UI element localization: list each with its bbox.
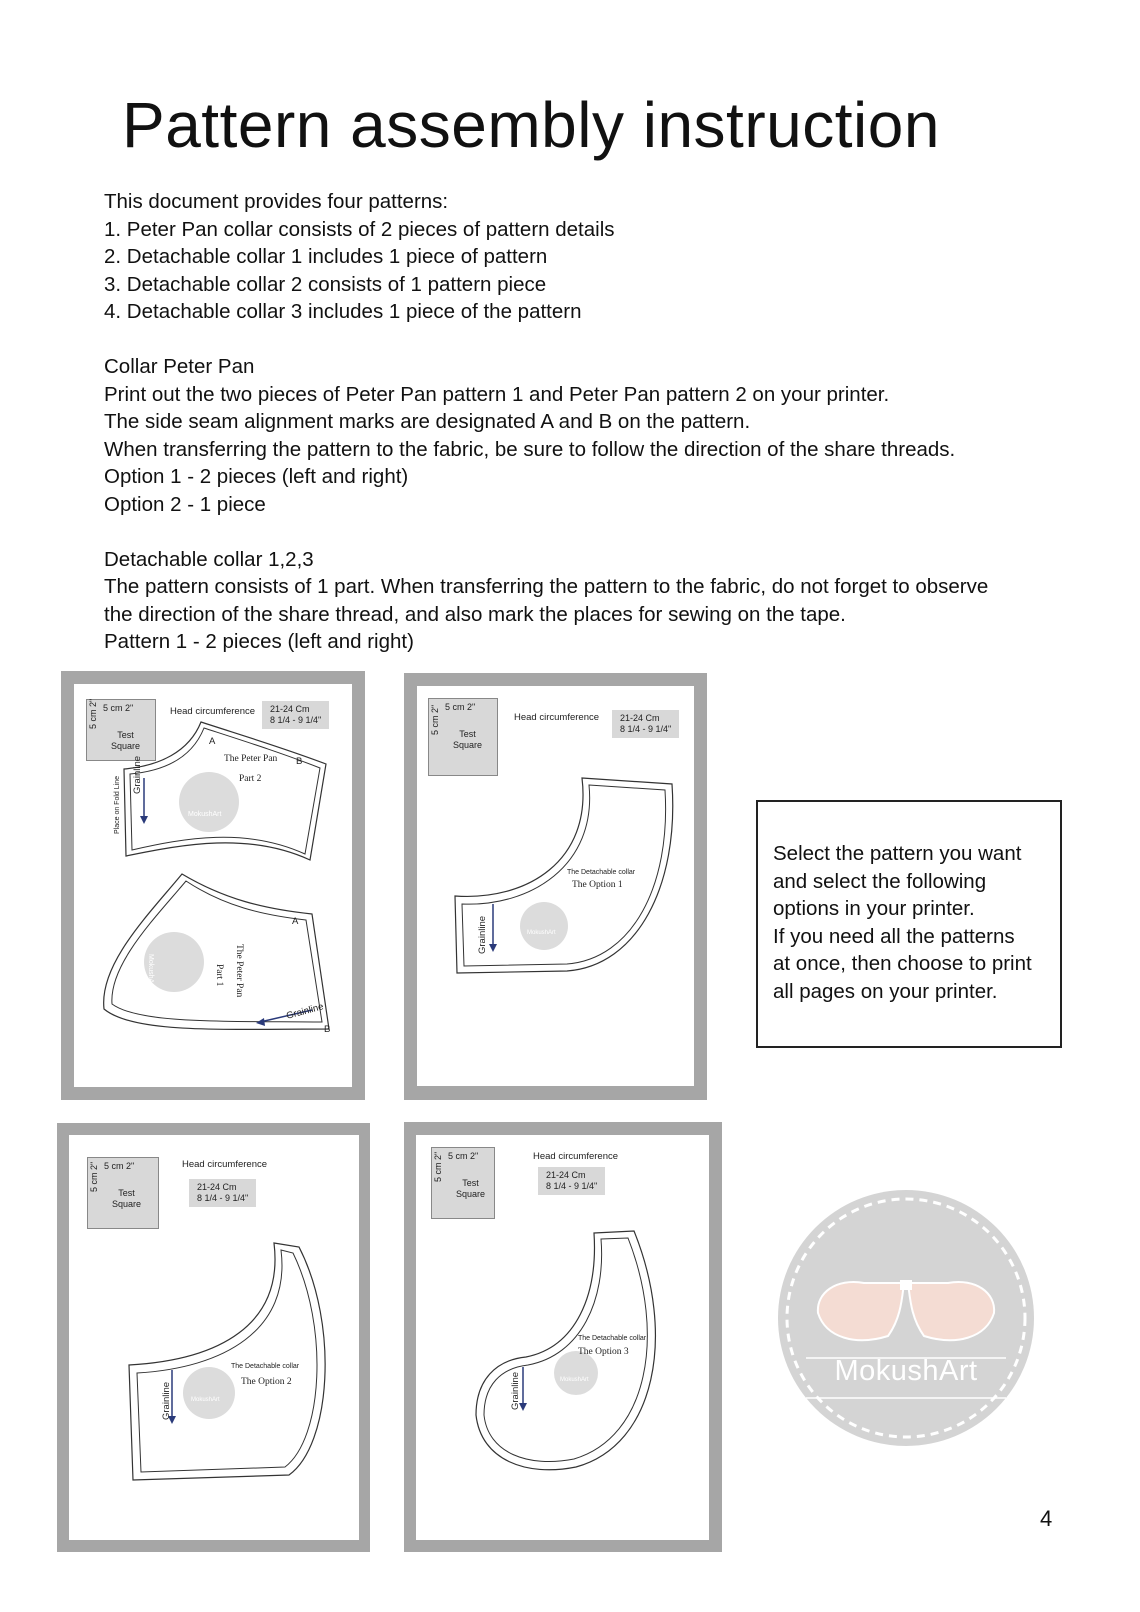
head-label: Head circumference: [170, 706, 256, 717]
pattern-thumbnail-option-2[interactable]: 5 cm 2" 5 cm 2" Test Square Head circumference 21-24 Cm 8 1/4 - 9 1/4" The Detachable collar The Option 2 Grainline MokushArt: [57, 1123, 370, 1552]
size-box: 21-24 Cm 8 1/4 - 9 1/4": [189, 1179, 256, 1207]
option-1-pattern-drawing: [417, 686, 694, 1086]
detachable-line: The pattern consists of 1 part. When transferring the pattern to the fabric, do not forget to observe: [104, 575, 989, 598]
pattern-thumbnail-option-3[interactable]: 5 cm 2" 5 cm 2" Test Square Head circumference 21-24 Cm 8 1/4 - 9 1/4" The Detachable collar The Option 3 Grainline MokushArt: [404, 1122, 722, 1552]
print-note-box: Select the pattern you want and select the following options in your printer. If you need all the patterns at once, then choose to print all pages on your printer.: [756, 800, 1062, 1048]
pattern-thumbnail-option-1[interactable]: 5 cm 2" 5 cm 2" Test Square Head circumference 21-24 Cm 8 1/4 - 9 1/4" The Detachable collar The Option 1 Grainline MokushArt: [404, 673, 707, 1100]
intro-line: 1. Peter Pan collar consists of 2 pieces of pattern details: [104, 217, 615, 241]
size-box: 21-24 Cm 8 1/4 - 9 1/4": [612, 710, 679, 738]
intro-line: 3. Detachable collar 2 consists of 1 pattern piece: [104, 272, 547, 296]
intro-line: 2. Detachable collar 1 includes 1 piece of pattern: [104, 245, 548, 268]
peter-pan-heading: Collar Peter Pan: [104, 355, 255, 378]
instructions-text: [104, 188, 1104, 656]
peter-pan-line: Option 1 - 2 pieces (left and right): [104, 465, 409, 488]
size-box: 21-24 Cm 8 1/4 - 9 1/4": [538, 1167, 605, 1195]
peter-pan-line: The side seam alignment marks are designated A and B on the pattern.: [104, 410, 751, 433]
size-box: 21-24 Cm 8 1/4 - 9 1/4": [262, 701, 329, 729]
head-label: Head circumference: [182, 1159, 268, 1170]
pattern-thumbnail-peter-pan[interactable]: 5 cm 2" 5 cm 2" Test Square Head circumference 21-24 Cm 8 1/4 - 9 1/4" The Peter Pan Part 2 A B Grainline Place on Fold Line MokushArt The Peter Pan Part 1 MokushArt Grainline A B: [61, 671, 365, 1100]
detachable-heading: Detachable collar 1,2,3: [104, 547, 314, 571]
head-label: Head circumference: [533, 1151, 619, 1162]
peter-pan-line: Option 2 - 1 piece: [104, 492, 266, 516]
peter-pan-line: When transferring the pattern to the fabric, be sure to follow the direction of the share threads.: [104, 437, 956, 461]
mokushart-logo: [776, 1188, 1036, 1448]
test-square: 5 cm 2" 5 cm 2" Test Square: [86, 699, 156, 761]
logo-text: MokushArt: [834, 1355, 978, 1387]
page-number: 4: [1040, 1506, 1053, 1531]
detachable-line: the direction of the share thread, and also mark the places for sewing on the tape.: [104, 602, 846, 626]
option-2-pattern-drawing: [69, 1135, 359, 1540]
test-square: 5 cm 2" 5 cm 2" Test Square: [431, 1147, 495, 1219]
intro-line: This document provides four patterns:: [104, 190, 449, 213]
option-3-pattern-drawing: [416, 1135, 709, 1540]
peter-pan-line: Print out the two pieces of Peter Pan pattern 1 and Peter Pan pattern 2 on your printer.: [104, 382, 890, 406]
detachable-line: Pattern 1 - 2 pieces (left and right): [104, 630, 414, 653]
page-title: Pattern assembly instruction: [122, 89, 940, 161]
head-label: Head circumference: [514, 712, 600, 723]
test-square: 5 cm 2" 5 cm 2" Test Square: [428, 698, 498, 776]
intro-line: 4. Detachable collar 3 includes 1 piece of the pattern: [104, 300, 582, 323]
test-square: 5 cm 2" 5 cm 2" Test Square: [87, 1157, 159, 1229]
